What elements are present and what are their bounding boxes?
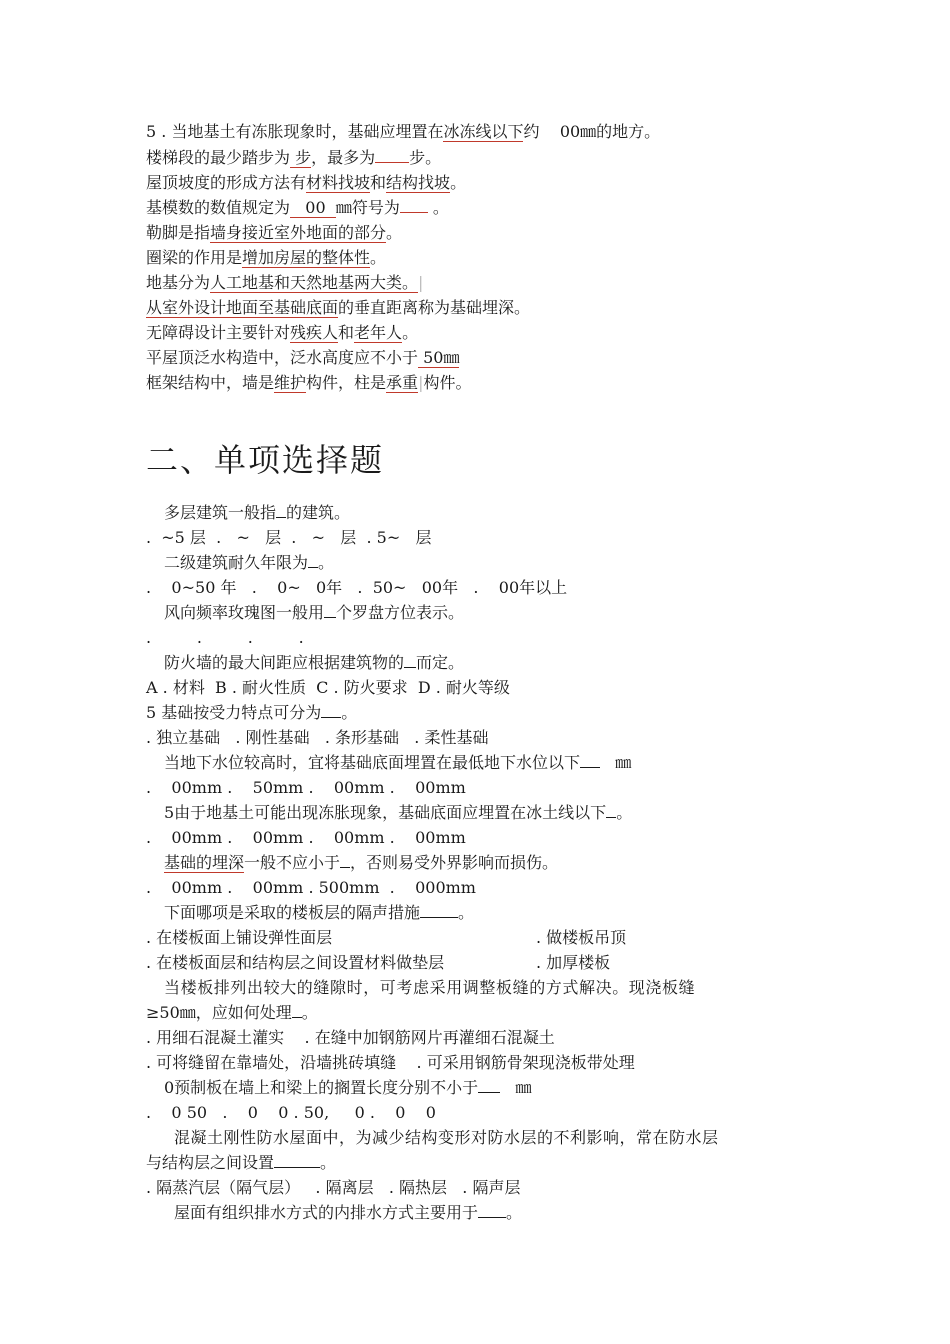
fill-line-4	[146, 198, 449, 218]
mc-options-4: A . 材料 B . 耐火性质 C . 防火要求 D . 耐火等级	[146, 678, 510, 697]
mc-options-9b: . 做楼板吊顶	[536, 928, 627, 947]
fill-text: 构件。	[423, 373, 472, 392]
fill-answer: 人工地基和天然地基两大类。	[210, 273, 419, 292]
fill-blank	[400, 212, 428, 213]
fill-text: 框架结构中，墙是	[146, 373, 275, 392]
fill-line-3	[146, 173, 466, 193]
fill-text: 屋顶坡度的形成方法有	[146, 173, 307, 192]
mc-options-9d: . 加厚楼板	[536, 953, 611, 972]
fill-text: 圈梁的作用是	[146, 248, 243, 267]
mc-question-5: 5 基础按受力特点可分为 。	[146, 703, 358, 722]
fill-text: 地基分为	[146, 273, 211, 292]
fill-line-2	[146, 148, 441, 168]
mc-question-8: 基础的埋深一般不应小于 ，否则易受外界影响而损伤。	[164, 853, 559, 872]
fill-answer: 从室外设计地面至基础底面	[146, 298, 339, 317]
fill-text: 。	[450, 173, 467, 192]
mc-question-4: 防火墙的最大间距应根据建筑物的 而定。	[164, 653, 465, 672]
fill-text: 。	[402, 323, 419, 342]
fill-text: ㎜符号为	[335, 198, 400, 217]
mc-question-1: 多层建筑一般指 的建筑。	[164, 503, 351, 522]
fill-text: 。	[370, 248, 387, 267]
fill-answer: 老年人	[354, 323, 403, 342]
fill-answer: 维护	[274, 373, 307, 392]
fill-answer: 增加房屋的整体性	[242, 248, 371, 267]
fill-text: 和	[370, 173, 387, 192]
mc-question-6: 当地下水位较高时，宜将基础底面埋置在最低地下水位以下 ㎜	[164, 753, 632, 772]
fill-text: 无障碍设计主要针对	[146, 323, 291, 342]
mc-question-13: 屋面有组织排水方式的内排水方式主要用于 。	[174, 1203, 523, 1222]
mc-options-11: . 0 50 . 0 0 . 50, 0 . 0 0	[146, 1103, 436, 1122]
fill-line-1	[146, 122, 660, 142]
mc-question-2: 二级建筑耐久年限为 。	[164, 553, 335, 572]
mc-question-9: 下面哪项是采取的楼板层的隔声措施 。	[164, 903, 475, 922]
fill-line-9	[146, 323, 418, 343]
fill-text: 5 . 当地基土有冻胀现象时，基础应埋置在	[146, 122, 444, 141]
fill-answer: 墙身接近室外地面的部分	[210, 223, 387, 242]
fill-text: 的垂直距离称为基础埋深。	[338, 298, 531, 317]
fill-line-7: 地基分为人工地基和天然地基两大类。|	[146, 273, 424, 292]
mc-options-9a: . 在楼板面上铺设弹性面层	[146, 928, 333, 947]
fill-answer: 承重	[386, 373, 419, 392]
mc-options-7: . 00mm . 00mm . 00mm . 00mm	[146, 828, 466, 847]
mc-question-3: 风向频率玫瑰图一般用 个罗盘方位表示。	[164, 603, 465, 622]
fill-answer: 结构找坡	[386, 173, 451, 192]
fill-text: ，最多为	[311, 148, 376, 167]
fill-text: 约 00㎜的地方。	[523, 122, 661, 141]
mc-question-11: 0预制板在墙上和梁上的搁置长度分别不小于 ㎜	[164, 1078, 532, 1097]
mc-question-7: 5由于地基土可能出现冻胀现象，基础底面应埋置在冰土线以下 。	[164, 803, 633, 822]
mc-options-10b: . 可将缝留在靠墙处，沿墙挑砖填缝 . 可采用钢筋骨架现浇板带处理	[146, 1053, 635, 1072]
mc-options-6: . 00mm . 50mm . 00mm . 00mm	[146, 778, 466, 797]
fill-text: 勒脚是指	[146, 223, 211, 242]
mc-options-10a: . 用细石混凝土灌实 . 在缝中加钢筋网片再灌细石混凝土	[146, 1028, 555, 1047]
fill-answer: 步	[290, 148, 312, 167]
mc-options-2: . 0~50 年 . 0~ 0年 . 50~ 00年 . 00年以上	[146, 578, 568, 597]
mc-question-10-cont: ≥50㎜，应如何处理 。	[146, 1003, 318, 1022]
section-heading: 二、单项选择题	[146, 441, 385, 479]
fill-text: 和	[338, 323, 355, 342]
fill-answer: 00	[290, 198, 336, 217]
mc-question-12-cont: 与结构层之间设置 。	[146, 1153, 337, 1172]
mc-options-3: . . . .	[146, 628, 304, 647]
fill-text: 构件，柱是	[306, 373, 387, 392]
mc-options-1: . ~5 层 . ~ 层 . ~ 层 . 5~ 层	[146, 528, 432, 547]
mc-options-12: . 隔蒸汽层（隔气层） . 隔离层 . 隔热层 . 隔声层	[146, 1178, 521, 1197]
fill-line-8	[146, 298, 530, 318]
fill-text: 。	[427, 198, 449, 217]
mc-options-5: . 独立基础 . 刚性基础 . 条形基础 . 柔性基础	[146, 728, 489, 747]
fill-answer: 冰冻线以下	[443, 122, 524, 141]
mc-options-8: . 00mm . 00mm . 500mm . 000mm	[146, 878, 476, 897]
fill-blank	[375, 162, 409, 163]
fill-text: 。	[386, 223, 403, 242]
fill-line-6	[146, 248, 386, 268]
fill-answer: 残疾人	[290, 323, 339, 342]
fill-line-11: 框架结构中，墙是维护构件，柱是承重|构件。	[146, 373, 472, 392]
fill-text: 楼梯段的最少踏步为	[146, 148, 291, 167]
fill-line-10	[146, 348, 459, 368]
fill-answer: 材料找坡	[306, 173, 371, 192]
mc-options-9c: . 在楼板面层和结构层之间设置材料做垫层	[146, 953, 445, 972]
fill-text: 平屋顶泛水构造中，泛水高度应不小于	[146, 348, 419, 367]
fill-answer: 50㎜	[418, 348, 460, 367]
fill-text: 步。	[409, 148, 442, 167]
mc-question-12: 混凝土刚性防水屋面中，为减少结构变形对防水层的不利影响，常在防水层	[174, 1128, 719, 1147]
fill-text: 基模数的数值规定为	[146, 198, 291, 217]
mc-question-10: 当楼板排列出较大的缝隙时，可考虑采用调整板缝的方式解决。现浇板缝	[164, 978, 696, 997]
fill-line-5	[146, 223, 402, 243]
